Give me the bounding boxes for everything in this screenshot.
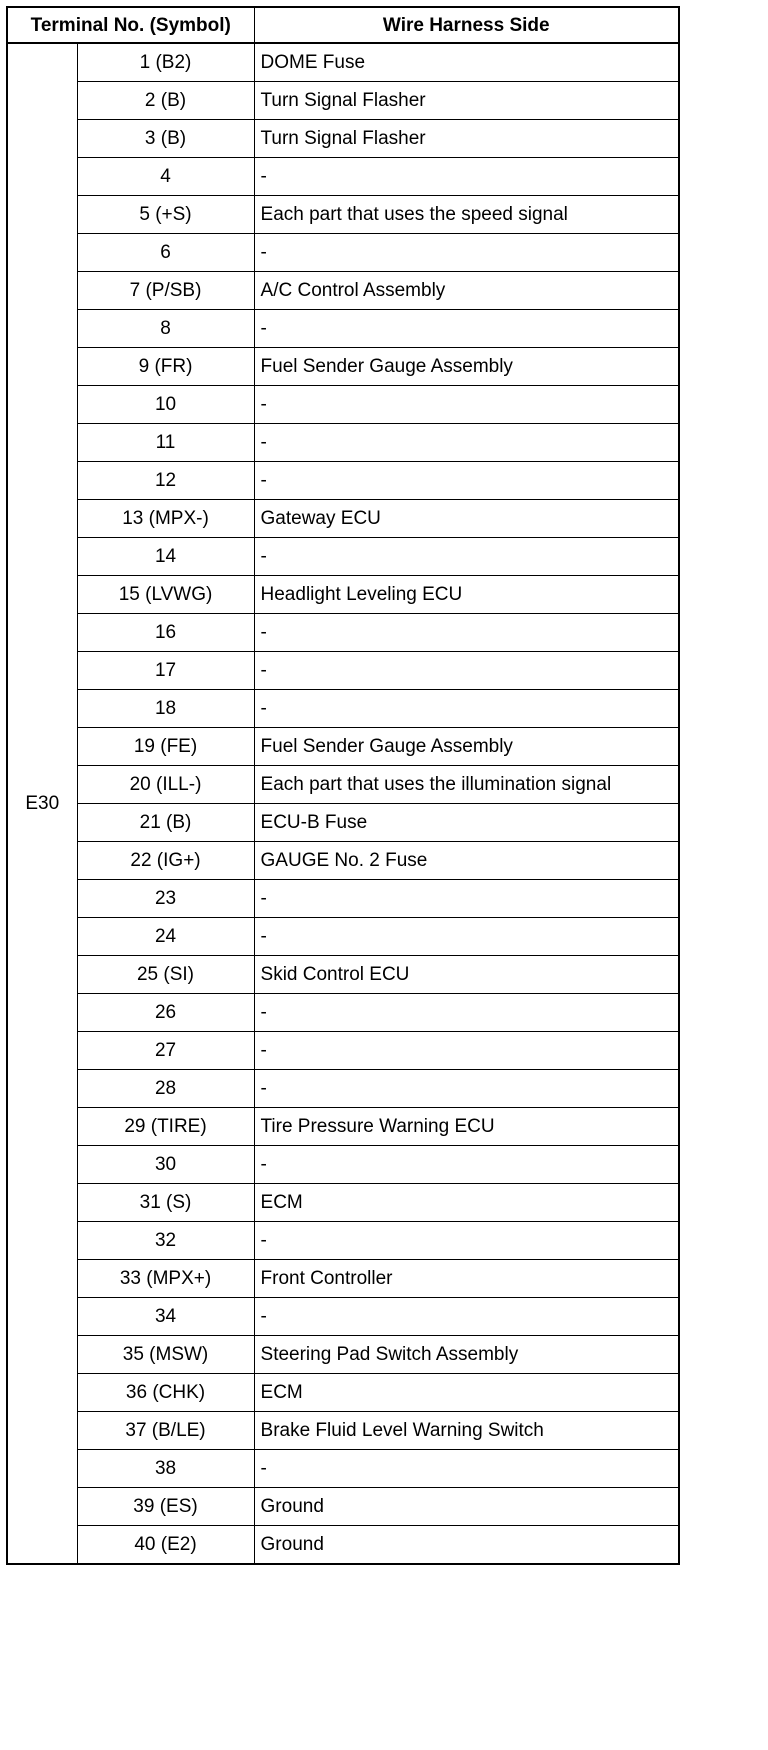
wire-harness-cell: - xyxy=(254,234,679,272)
wire-harness-cell: - xyxy=(254,880,679,918)
table-row xyxy=(7,158,679,196)
table-row xyxy=(7,956,679,994)
table-row xyxy=(7,234,679,272)
wire-harness-cell: Turn Signal Flasher xyxy=(254,82,679,120)
table-row xyxy=(7,576,679,614)
table-row xyxy=(7,386,679,424)
wire-harness-cell: - xyxy=(254,1146,679,1184)
terminal-cell: 30 xyxy=(77,1146,254,1184)
table-row xyxy=(7,1070,679,1108)
table-row xyxy=(7,918,679,956)
wire-harness-cell: - xyxy=(254,538,679,576)
terminal-cell: 19 (FE) xyxy=(77,728,254,766)
wire-harness-cell: Fuel Sender Gauge Assembly xyxy=(254,348,679,386)
terminal-cell: 3 (B) xyxy=(77,120,254,158)
table-row xyxy=(7,1488,679,1526)
terminal-cell: 39 (ES) xyxy=(77,1488,254,1526)
table-row xyxy=(7,1336,679,1374)
table-row xyxy=(7,766,679,804)
terminal-cell: 40 (E2) xyxy=(77,1526,254,1565)
table-row xyxy=(7,728,679,766)
terminal-cell: 24 xyxy=(77,918,254,956)
wire-harness-cell: A/C Control Assembly xyxy=(254,272,679,310)
table-row xyxy=(7,1260,679,1298)
wire-harness-cell: - xyxy=(254,994,679,1032)
terminal-cell: 10 xyxy=(77,386,254,424)
table-row xyxy=(7,348,679,386)
table-row xyxy=(7,500,679,538)
terminal-cell: 34 xyxy=(77,1298,254,1336)
terminal-cell: 6 xyxy=(77,234,254,272)
terminal-cell: 26 xyxy=(77,994,254,1032)
wire-harness-cell: Steering Pad Switch Assembly xyxy=(254,1336,679,1374)
terminal-cell: 33 (MPX+) xyxy=(77,1260,254,1298)
terminal-cell: 31 (S) xyxy=(77,1184,254,1222)
connector-cell: E30 xyxy=(7,43,77,1564)
terminal-cell: 14 xyxy=(77,538,254,576)
header-terminal: Terminal No. (Symbol) xyxy=(7,7,254,43)
wire-harness-cell: - xyxy=(254,918,679,956)
wire-harness-cell: Each part that uses the illumination signal xyxy=(254,766,679,804)
terminal-cell: 28 xyxy=(77,1070,254,1108)
terminal-cell: 18 xyxy=(77,690,254,728)
wire-harness-cell: Front Controller xyxy=(254,1260,679,1298)
terminal-cell: 8 xyxy=(77,310,254,348)
table-body xyxy=(7,43,679,1564)
table-row xyxy=(7,880,679,918)
wire-harness-cell: Turn Signal Flasher xyxy=(254,120,679,158)
wire-harness-cell: - xyxy=(254,614,679,652)
terminal-cell: 5 (+S) xyxy=(77,196,254,234)
wire-harness-cell: - xyxy=(254,1070,679,1108)
table-row xyxy=(7,1374,679,1412)
table-row xyxy=(7,690,679,728)
wire-harness-cell: - xyxy=(254,1222,679,1260)
wire-harness-cell: - xyxy=(254,310,679,348)
terminal-cell: 27 xyxy=(77,1032,254,1070)
table-row xyxy=(7,424,679,462)
wire-harness-cell: ECU-B Fuse xyxy=(254,804,679,842)
table-row xyxy=(7,1108,679,1146)
wire-harness-cell: - xyxy=(254,158,679,196)
table-row xyxy=(7,1526,679,1565)
wire-harness-cell: - xyxy=(254,424,679,462)
terminal-cell: 21 (B) xyxy=(77,804,254,842)
table-row xyxy=(7,120,679,158)
wire-harness-cell: DOME Fuse xyxy=(254,43,679,82)
wire-harness-cell: Tire Pressure Warning ECU xyxy=(254,1108,679,1146)
terminal-cell: 20 (ILL-) xyxy=(77,766,254,804)
table-row xyxy=(7,538,679,576)
table-row xyxy=(7,462,679,500)
wire-harness-cell: - xyxy=(254,1032,679,1070)
wire-harness-cell: ECM xyxy=(254,1184,679,1222)
wire-harness-cell: - xyxy=(254,462,679,500)
wire-harness-cell: - xyxy=(254,1298,679,1336)
table-row xyxy=(7,1146,679,1184)
terminal-cell: 15 (LVWG) xyxy=(77,576,254,614)
table-row xyxy=(7,1450,679,1488)
table-row xyxy=(7,994,679,1032)
terminal-cell: 12 xyxy=(77,462,254,500)
terminal-cell: 36 (CHK) xyxy=(77,1374,254,1412)
table-row xyxy=(7,1032,679,1070)
wire-harness-cell: Ground xyxy=(254,1526,679,1565)
terminal-cell: 23 xyxy=(77,880,254,918)
wire-harness-cell: GAUGE No. 2 Fuse xyxy=(254,842,679,880)
table-row xyxy=(7,310,679,348)
terminal-cell: 38 xyxy=(77,1450,254,1488)
table-row xyxy=(7,804,679,842)
table-row xyxy=(7,614,679,652)
terminal-cell: 37 (B/LE) xyxy=(77,1412,254,1450)
header-row xyxy=(7,7,679,43)
wire-harness-cell: Ground xyxy=(254,1488,679,1526)
wire-harness-cell: - xyxy=(254,1450,679,1488)
wire-harness-cell: Skid Control ECU xyxy=(254,956,679,994)
terminal-cell: 4 xyxy=(77,158,254,196)
terminal-cell: 16 xyxy=(77,614,254,652)
wire-harness-cell: Fuel Sender Gauge Assembly xyxy=(254,728,679,766)
table-row xyxy=(7,1184,679,1222)
table-row xyxy=(7,652,679,690)
terminal-cell: 1 (B2) xyxy=(77,43,254,82)
terminal-cell: 29 (TIRE) xyxy=(77,1108,254,1146)
terminal-cell: 13 (MPX-) xyxy=(77,500,254,538)
wire-harness-cell: ECM xyxy=(254,1374,679,1412)
table-row xyxy=(7,842,679,880)
wire-harness-cell: Brake Fluid Level Warning Switch xyxy=(254,1412,679,1450)
wire-harness-cell: - xyxy=(254,386,679,424)
table-row xyxy=(7,82,679,120)
wire-harness-cell: Each part that uses the speed signal xyxy=(254,196,679,234)
terminal-cell: 2 (B) xyxy=(77,82,254,120)
wire-harness-cell: - xyxy=(254,652,679,690)
terminal-cell: 32 xyxy=(77,1222,254,1260)
wire-harness-cell: Headlight Leveling ECU xyxy=(254,576,679,614)
table-row xyxy=(7,1222,679,1260)
terminal-cell: 11 xyxy=(77,424,254,462)
terminal-cell: 25 (SI) xyxy=(77,956,254,994)
table-row xyxy=(7,1412,679,1450)
terminal-cell: 9 (FR) xyxy=(77,348,254,386)
header-wire-harness-side: Wire Harness Side xyxy=(254,7,679,43)
table-row xyxy=(7,1298,679,1336)
wire-harness-cell: Gateway ECU xyxy=(254,500,679,538)
terminal-table xyxy=(6,6,680,1565)
terminal-cell: 35 (MSW) xyxy=(77,1336,254,1374)
table-row xyxy=(7,43,679,82)
wire-harness-cell: - xyxy=(254,690,679,728)
terminal-cell: 22 (IG+) xyxy=(77,842,254,880)
terminal-cell: 7 (P/SB) xyxy=(77,272,254,310)
table-row xyxy=(7,272,679,310)
terminal-cell: 17 xyxy=(77,652,254,690)
table-row xyxy=(7,196,679,234)
